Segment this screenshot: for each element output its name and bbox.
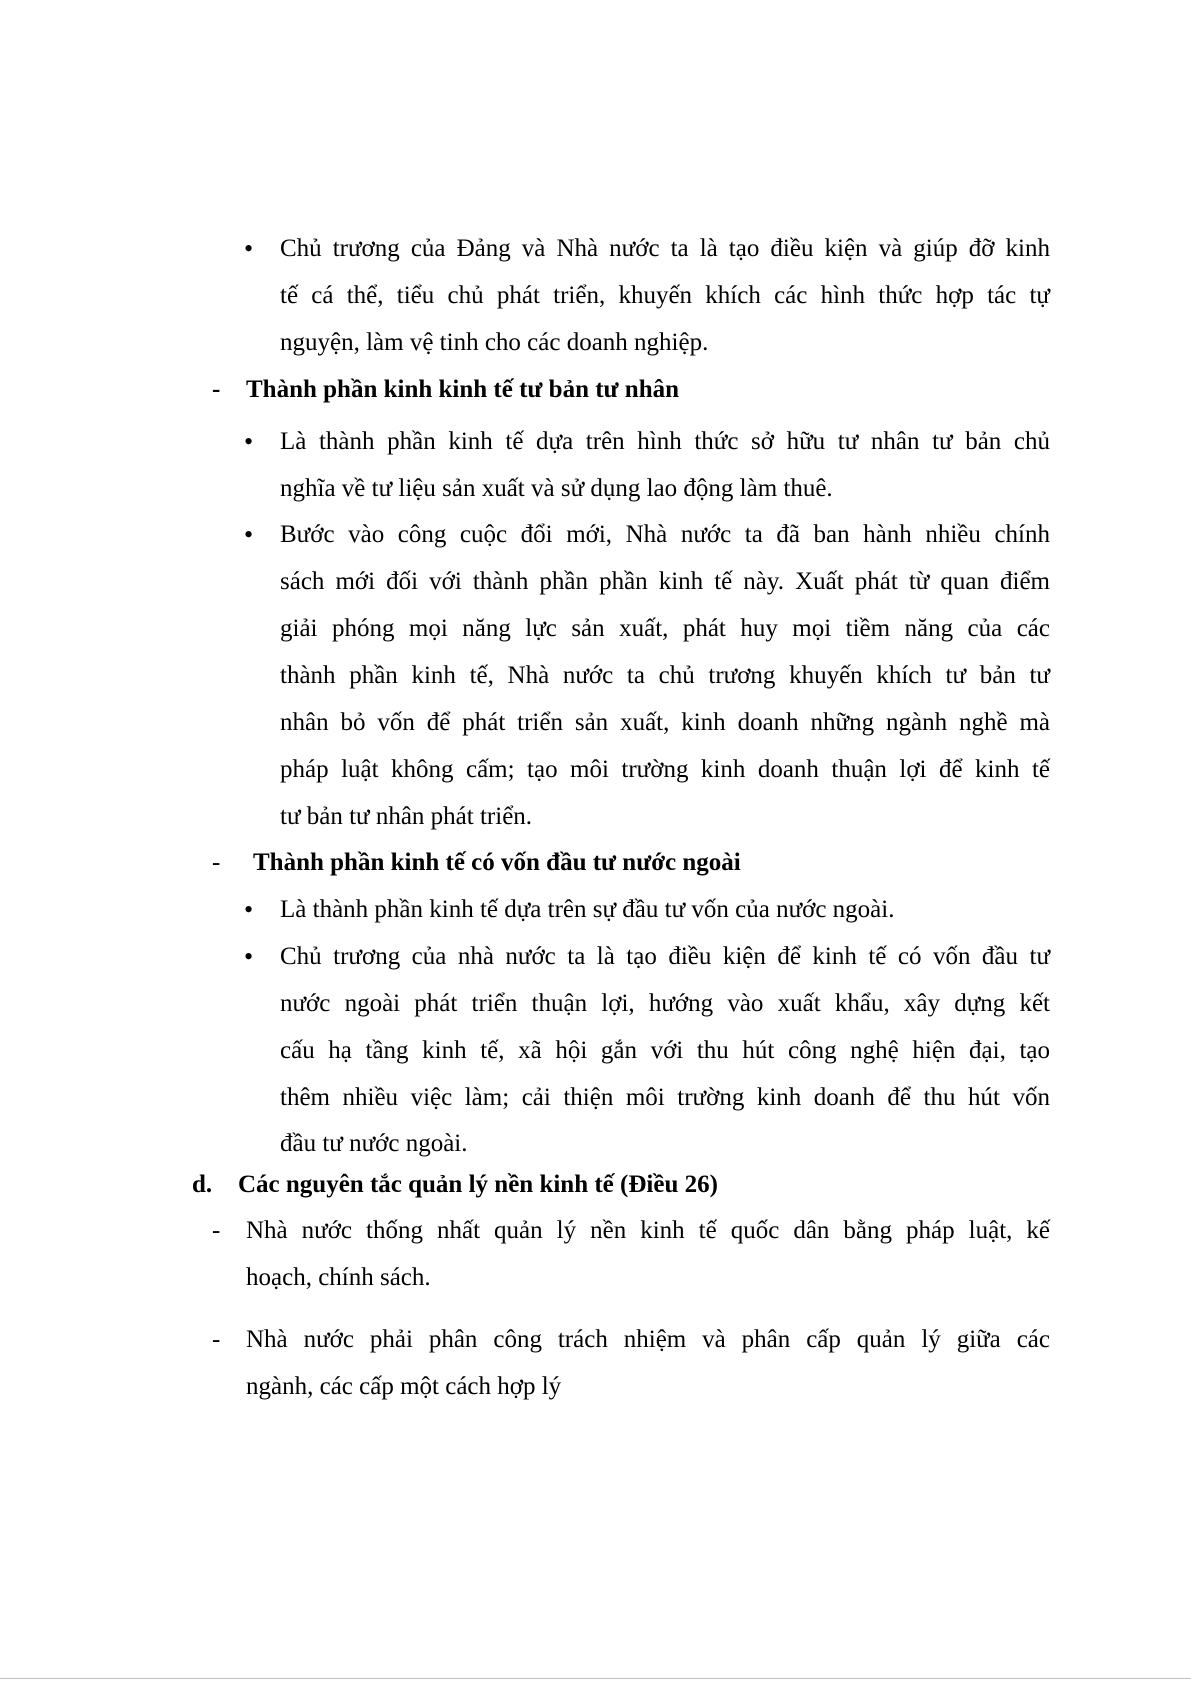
dash-marker: - bbox=[212, 1217, 221, 1244]
bullet-marker: • bbox=[244, 942, 254, 971]
body-line: nguyện, làm vệ tinh cho các doanh nghiệp. bbox=[280, 329, 709, 356]
body-line: đầu tư nước ngoài. bbox=[280, 1130, 468, 1157]
body-line: ngành, các cấp một cách hợp lý bbox=[246, 1373, 562, 1400]
body-line: cấu hạ tầng kinh tế, xã hội gắn với thu hút công nghệ hiện đại, tạo bbox=[280, 1037, 1050, 1064]
body-line: nước ngoài phát triển thuận lợi, hướng vào xuất khẩu, xây dựng kết bbox=[280, 990, 1050, 1017]
subsection-heading: Thành phần kinh kinh tế tư bản tư nhân bbox=[246, 376, 680, 403]
body-line: thêm nhiều việc làm; cải thiện môi trường kinh doanh để thu hút vốn bbox=[280, 1084, 1050, 1111]
body-line: giải phóng mọi năng lực sản xuất, phát huy mọi tiềm năng của các bbox=[280, 615, 1050, 642]
body-line: thành phần kinh tế, Nhà nước ta chủ trương khuyến khích tư bản tư bbox=[280, 662, 1050, 689]
body-line: nhân bỏ vốn để phát triển sản xuất, kinh doanh những ngành nghề mà bbox=[280, 709, 1050, 736]
body-line: Là thành phần kinh tế dựa trên sự đầu tư vốn của nước ngoài. bbox=[280, 896, 895, 923]
body-line: sách mới đối với thành phần phần kinh tế này. Xuất phát từ quan điểm bbox=[280, 568, 1050, 595]
body-line: tế cá thể, tiểu chủ phát triển, khuyến khích các hình thức hợp tác tự bbox=[280, 282, 1050, 309]
body-line: Bước vào công cuộc đổi mới, Nhà nước ta đã ban hành nhiều chính bbox=[280, 521, 1050, 548]
dash-marker: - bbox=[212, 1326, 221, 1353]
bottom-divider bbox=[0, 1678, 1191, 1679]
body-line: tư bản tư nhân phát triển. bbox=[280, 803, 533, 830]
body-line: Chủ trương của nhà nước ta là tạo điều kiện để kinh tế có vốn đầu tư bbox=[280, 943, 1050, 970]
body-line: Là thành phần kinh tế dựa trên hình thức sở hữu tư nhân tư bản chủ bbox=[280, 428, 1050, 455]
body-line: Nhà nước thống nhất quản lý nền kinh tế quốc dân bằng pháp luật, kế bbox=[246, 1217, 1050, 1244]
section-letter: d. bbox=[192, 1171, 213, 1198]
bullet-marker: • bbox=[244, 520, 254, 549]
bullet-marker: • bbox=[244, 895, 254, 924]
body-line: nghĩa về tư liệu sản xuất và sử dụng lao động làm thuê. bbox=[280, 475, 833, 502]
body-line: hoạch, chính sách. bbox=[246, 1264, 431, 1291]
dash-marker: - bbox=[212, 376, 221, 403]
section-heading: Các nguyên tắc quản lý nền kinh tế (Điều 26) bbox=[238, 1171, 718, 1198]
bullet-marker: • bbox=[244, 427, 254, 456]
body-line: Nhà nước phải phân công trách nhiệm và phân cấp quản lý giữa các bbox=[246, 1326, 1050, 1353]
body-line: Chủ trương của Đảng và Nhà nước ta là tạo điều kiện và giúp đỡ kinh bbox=[280, 235, 1050, 262]
bullet-marker: • bbox=[244, 234, 254, 263]
subsection-heading: Thành phần kinh tế có vốn đầu tư nước ngoài bbox=[253, 849, 741, 876]
body-line: pháp luật không cấm; tạo môi trường kinh doanh thuận lợi để kinh tế bbox=[280, 756, 1050, 783]
dash-marker: - bbox=[212, 849, 221, 876]
